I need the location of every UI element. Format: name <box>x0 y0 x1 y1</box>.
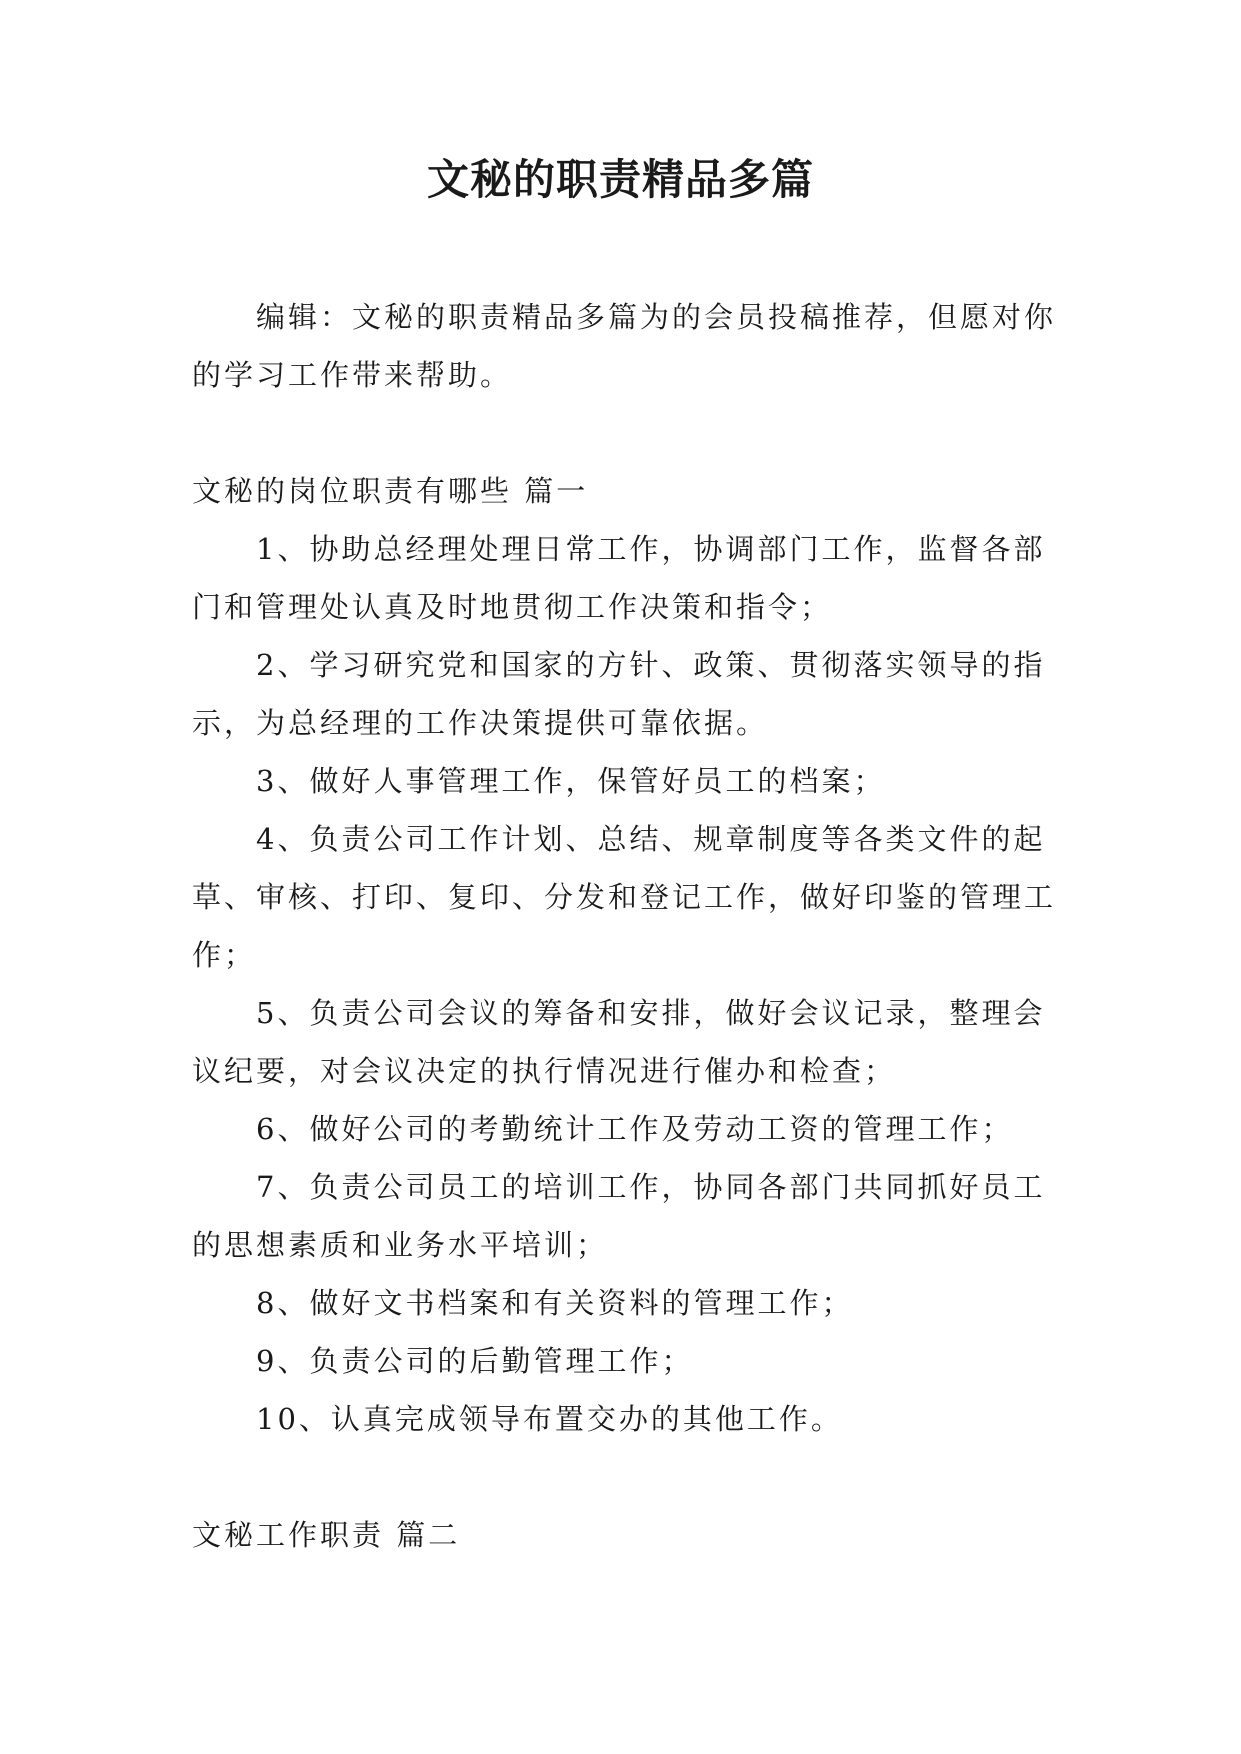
section-heading-1: 文秘的岗位职责有哪些 篇一 <box>192 474 589 508</box>
list-item: 10、认真完成领导布置交办的其他工作。 <box>256 1402 843 1436</box>
list-item: 4、负责公司工作计划、总结、规章制度等各类文件的起草、审核、打印、复印、分发和登记工作，做好印鉴的管理工作； <box>192 822 1057 972</box>
document-title: 文秘的职责精品多篇 <box>426 155 814 204</box>
list-item: 3、做好人事管理工作，保管好员工的档案； <box>256 764 886 798</box>
list-item: 8、做好文书档案和有关资料的管理工作； <box>256 1286 854 1320</box>
list-item: 2、学习研究党和国家的方针、政策、贯彻落实领导的指示，为总经理的工作决策提供可靠依据。 <box>192 648 1046 740</box>
section-heading-2: 文秘工作职责 篇二 <box>192 1518 461 1552</box>
list-item: 9、负责公司的后勤管理工作； <box>256 1344 694 1378</box>
list-item: 5、负责公司会议的筹备和安排，做好会议记录，整理会议纪要，对会议决定的执行情况进行催办和检查； <box>192 996 1046 1088</box>
intro-paragraph: 编辑：文秘的职责精品多篇为的会员投稿推荐，但愿对你的学习工作带来帮助。 <box>192 300 1057 392</box>
list-item: 6、做好公司的考勤统计工作及劳动工资的管理工作； <box>256 1112 1014 1146</box>
list-item: 1、协助总经理处理日常工作，协调部门工作，监督各部门和管理处认真及时地贯彻工作决策和指令； <box>192 532 1046 624</box>
document-body <box>192 288 1062 1564</box>
list-item: 7、负责公司员工的培训工作，协同各部门共同抓好员工的思想素质和业务水平培训； <box>192 1170 1046 1262</box>
